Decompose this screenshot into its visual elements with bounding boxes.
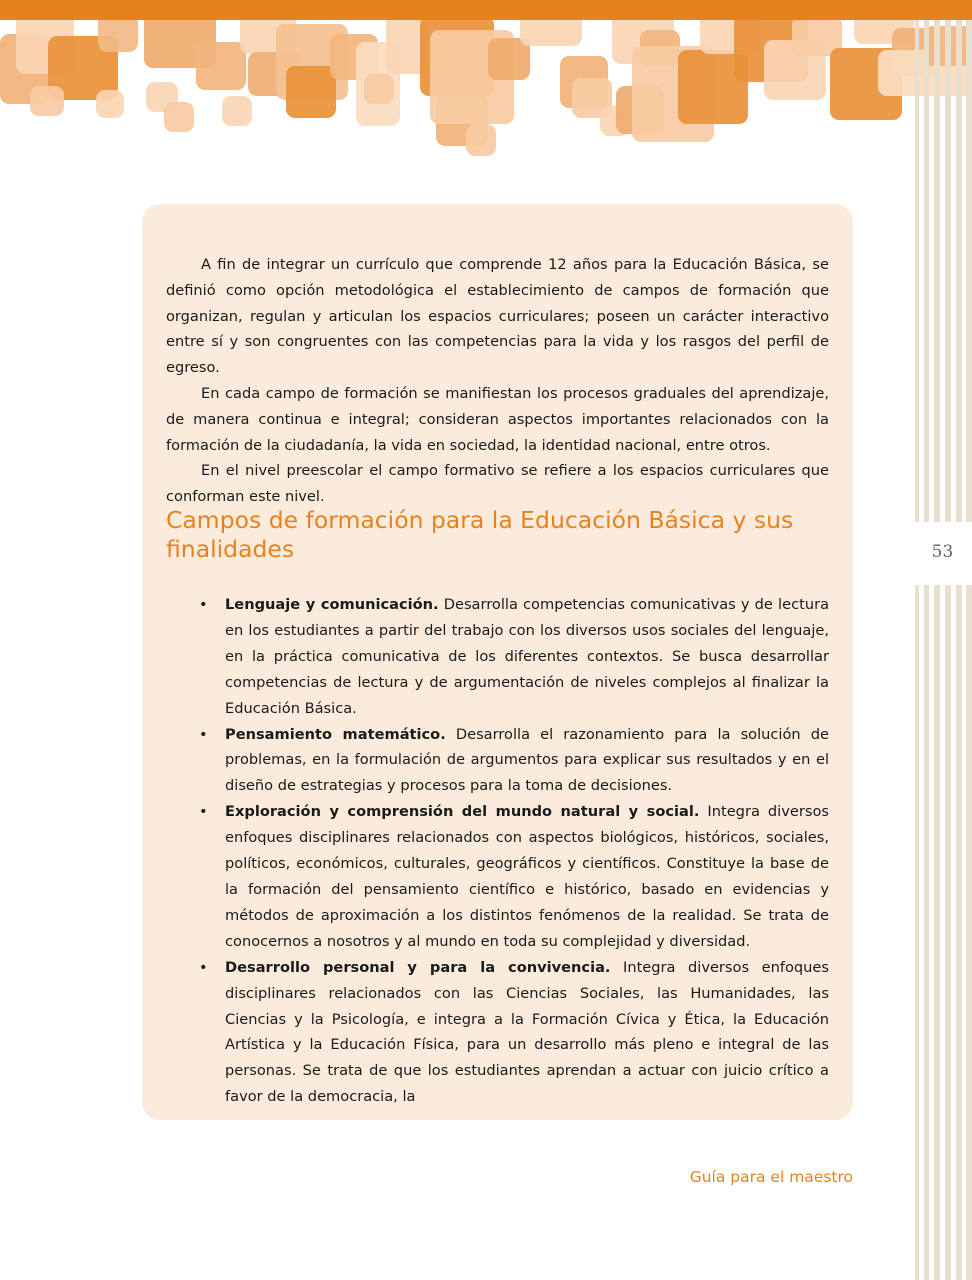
- fields-list: [166, 592, 829, 1110]
- item-title: Desarrollo personal y para la convivencia.: [225, 958, 611, 976]
- footer-title: Guía para el maestro: [689, 1168, 853, 1186]
- decorative-square: [164, 102, 194, 132]
- decorative-square: [520, 20, 582, 46]
- item-title: Pensamiento matemático.: [225, 725, 446, 743]
- item-title: Lenguaje y comunicación.: [225, 596, 439, 613]
- decorative-squares-banner: [0, 20, 972, 170]
- decorative-square: [96, 90, 124, 118]
- stripe: [915, 20, 919, 1280]
- decorative-square: [222, 96, 252, 126]
- list-item: [166, 799, 829, 954]
- list-item: [166, 722, 829, 800]
- decorative-square: [30, 86, 64, 116]
- item-text: Integra diversos enfoques disciplinares relacionados con las Ciencias Sociales, las Humanidades, las Ciencias y la Psicología, e integra a la Formación Cívica y Ética, la Educación Artística y la Educación Física, para un desarrollo más pleno e integral de las personas. Se trata de que los estudiantes aprendan a actuar con juicio crítico a favor de la democracia, la: [225, 958, 829, 1106]
- stripe: [924, 20, 929, 1280]
- decorative-square: [286, 66, 336, 118]
- paragraph: A fin de integrar un currículo que comprende 12 años para la Educación Básica, se definió como opción metodológica el establecimiento de campos de formación que organizan, regulan y articulan los espacios curriculares; poseen un carácter interactivo entre sí y son congruentes con las competencias para la vida y los rasgos del perfil de egreso.: [166, 256, 829, 377]
- item-text: Desarrolla competencias comunicativas y de lectura en los estudiantes a partir del trabajo con los diversos usos sociales del lenguaje, en la práctica comunicativa de los diferentes contextos. Se busca desarrollar competencias de lectura y de argumentación de niveles complejos al finalizar la Educación Básica.: [225, 596, 830, 717]
- intro-text: [166, 252, 829, 510]
- bullet-icon: •: [199, 958, 208, 976]
- decorative-square: [98, 20, 138, 52]
- stripe: [934, 20, 940, 1280]
- decorative-square: [196, 42, 246, 90]
- side-stripes: [908, 20, 972, 1280]
- stripe: [966, 20, 972, 1280]
- header-bar: [0, 0, 972, 20]
- page-number: 53: [931, 542, 954, 562]
- decorative-square: [364, 74, 394, 104]
- list-item: [166, 955, 829, 1110]
- stripe: [956, 20, 962, 1280]
- paragraph: En cada campo de formación se manifiestan los procesos graduales del aprendizaje, de manera continua e integral; consideran aspectos importantes relacionados con la formación de la ciudadanía, la vida en sociedad, la identidad nacional, entre otros.: [166, 384, 829, 454]
- bullet-icon: •: [199, 725, 208, 743]
- item-text: Integra diversos enfoques disciplinares relacionados con aspectos biológicos, históricos, sociales, políticos, económicos, culturales, geográficos y científicos. Constituye la base de la formación del pensamiento científico e histórico, basado en evidencias y métodos de aproximación a los distintos fenómenos de la realidad. Se trata de conocernos a nosotros y al mundo en toda su complejidad y diversidad.: [225, 803, 829, 950]
- paragraph: En el nivel preescolar el campo formativo se refiere a los espacios curriculares que conforman este nivel.: [166, 462, 829, 506]
- section-title: Campos de formación para la Educación Básica y sus finalidades: [166, 506, 794, 563]
- list-item: [166, 592, 829, 722]
- decorative-square: [466, 124, 496, 156]
- bullet-icon: •: [199, 596, 208, 613]
- item-title: Exploración y comprensión del mundo natural y social.: [225, 803, 700, 821]
- item-text: Desarrolla el razonamiento para la solución de problemas, en la formulación de argumentos para explicar sus resultados y en el diseño de estrategias y procesos para la toma de decisiones.: [225, 725, 830, 795]
- stripe: [945, 20, 951, 1280]
- bullet-icon: •: [199, 803, 208, 821]
